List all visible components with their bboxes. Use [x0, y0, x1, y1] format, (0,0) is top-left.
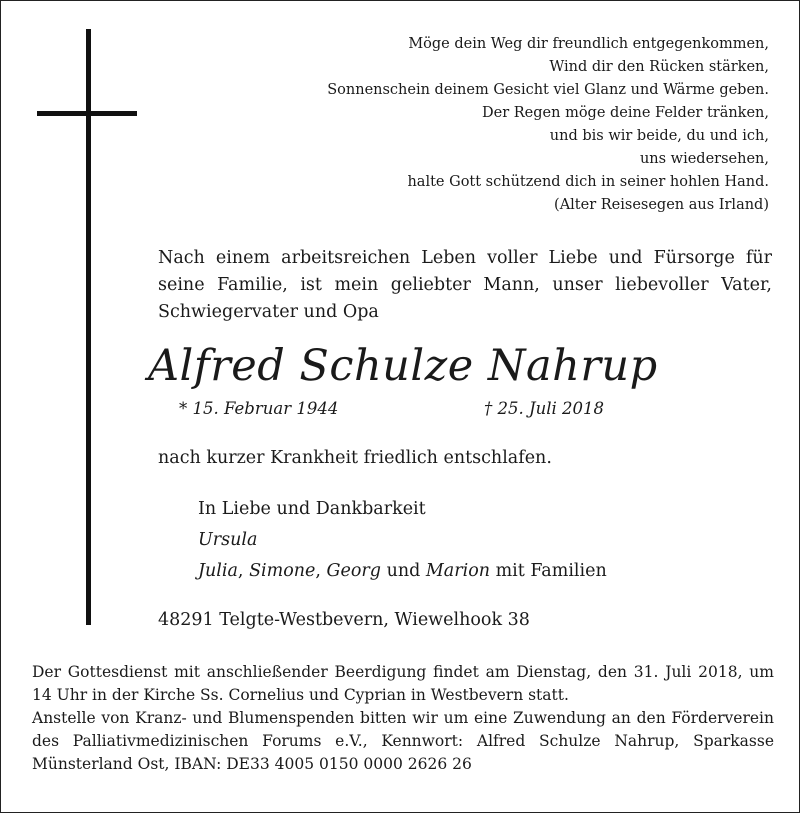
death-date: † 25. Juli 2018 — [484, 399, 605, 418]
mourner-name: Georg — [326, 561, 381, 581]
deceased-name: Alfred Schulze Nahrup — [148, 341, 658, 391]
funeral-notice — [32, 661, 774, 776]
mourner-separator: , — [237, 561, 250, 581]
mourner-name: Simone — [249, 561, 316, 581]
intro-text: Nach einem arbeitsreichen Leben voller Liebe und Fürsorge für seine Familie, ist mein geliebter Mann, unser liebevoller Vater, Schwiegervater und Opa — [158, 248, 772, 322]
poem-source: (Alter Reisesegen aus Irland) — [554, 197, 769, 213]
mourner-name: Marion — [425, 561, 490, 581]
address: 48291 Telgte-Westbevern, Wiewelhook 38 — [158, 610, 530, 630]
mourner-spouse: Ursula — [198, 530, 258, 550]
birth-date: * 15. Februar 1944 — [179, 399, 339, 418]
service-paragraph: Der Gottesdienst mit anschließender Beerdigung findet am Dienstag, den 31. Juli 2018, um 14 Uhr in der Kirche Ss. Cornelius und Cyprian in Westbevern statt. — [32, 663, 774, 704]
cross-icon-horizontal — [37, 111, 137, 116]
poem-line: Möge dein Weg dir freundlich entgegenkommen, — [408, 36, 769, 52]
poem-line: Sonnenschein deinem Gesicht viel Glanz und Wärme geben. — [327, 82, 769, 98]
mourners-block — [198, 494, 607, 587]
passed-text: nach kurzer Krankheit friedlich entschlafen. — [158, 448, 552, 468]
mourner-separator: , — [315, 561, 327, 581]
mourner-conjunction: und — [381, 561, 426, 581]
mourner-name: Julia — [198, 561, 238, 581]
poem-line: und bis wir beide, du und ich, — [549, 128, 769, 144]
cross-icon-vertical — [86, 29, 91, 625]
mourners-suffix: mit Familien — [490, 561, 607, 581]
poem-line: Der Regen möge deine Felder tränken, — [482, 105, 769, 121]
donation-paragraph: Anstelle von Kranz- und Blumenspenden bitten wir um eine Zuwendung an den Förderverein des Palliativmedizinischen Forums e.V., Kennwort: Alfred Schulze Nahrup, Sparkasse Münsterland Ost, IBAN: DE33 4005 0150 0000 2626 26 — [32, 709, 774, 773]
poem — [327, 33, 769, 217]
poem-line: Wind dir den Rücken stärken, — [549, 59, 769, 75]
poem-line: uns wiedersehen, — [639, 151, 769, 167]
mourners-intro: In Liebe und Dankbarkeit — [198, 499, 426, 519]
mourners-children — [198, 556, 607, 587]
poem-line: halte Gott schützend dich in seiner hohlen Hand. — [407, 174, 769, 190]
